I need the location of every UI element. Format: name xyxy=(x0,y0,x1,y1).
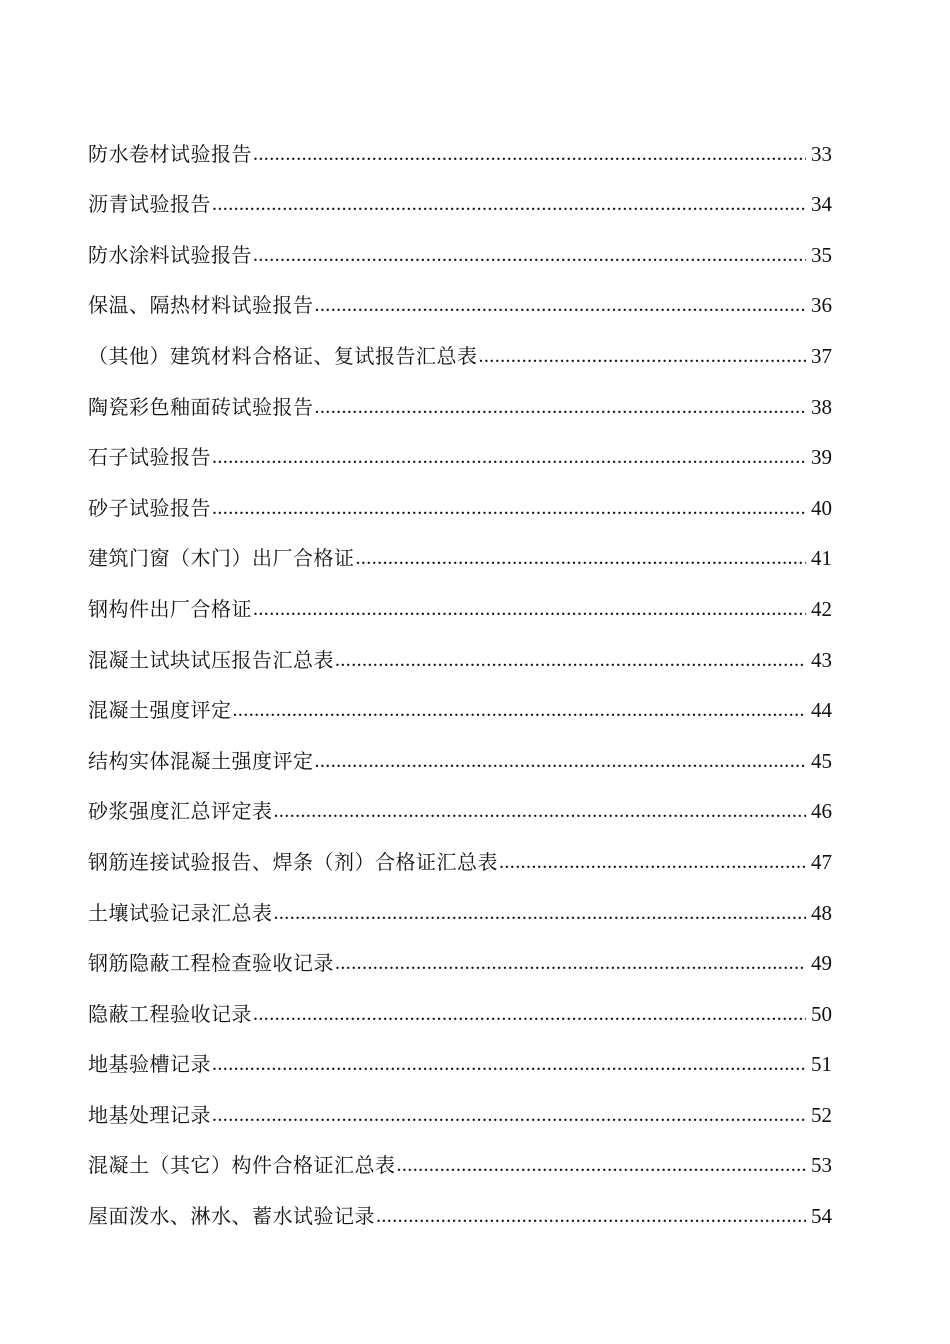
toc-entry[interactable] xyxy=(88,1034,832,1085)
toc-entry-title: 地基处理记录 xyxy=(88,1102,211,1127)
toc-page-number: 54 xyxy=(811,1204,832,1229)
toc-page-number: 39 xyxy=(811,445,832,470)
toc-entry[interactable] xyxy=(88,831,832,882)
toc-dot-leader xyxy=(274,893,807,933)
toc-page-number: 37 xyxy=(811,343,832,368)
toc-entry-title: 沥青试验报告 xyxy=(88,192,211,217)
toc-page-number: 35 xyxy=(811,242,832,267)
toc-dot-leader xyxy=(212,1095,806,1135)
toc-dot-leader xyxy=(479,336,807,376)
toc-page-number: 52 xyxy=(811,1102,832,1127)
toc-entry-title: 防水卷材试验报告 xyxy=(88,141,252,166)
toc-entry[interactable] xyxy=(88,730,832,781)
toc-entry[interactable] xyxy=(88,477,832,528)
toc-entry[interactable] xyxy=(88,781,832,832)
toc-dot-leader xyxy=(253,134,806,174)
toc-page-number: 53 xyxy=(811,1153,832,1178)
toc-page-number: 49 xyxy=(811,951,832,976)
toc-entry-title: 混凝土（其它）构件合格证汇总表 xyxy=(88,1153,396,1178)
toc-dot-leader xyxy=(233,690,807,730)
toc-page-number: 42 xyxy=(811,596,832,621)
toc-entry[interactable] xyxy=(88,1185,832,1236)
toc-page-number: 41 xyxy=(811,546,832,571)
toc-dot-leader xyxy=(212,1044,806,1084)
toc-dot-leader xyxy=(356,538,807,578)
toc-entry-title: 建筑门窗（木门）出厂合格证 xyxy=(88,546,355,571)
toc-entry[interactable] xyxy=(88,224,832,275)
toc-entry[interactable] xyxy=(88,983,832,1034)
toc-page-number: 46 xyxy=(811,799,832,824)
toc-page-number: 48 xyxy=(811,900,832,925)
toc-dot-leader xyxy=(253,994,806,1034)
toc-entry[interactable] xyxy=(88,528,832,579)
toc-page-number: 34 xyxy=(811,192,832,217)
toc-entry-title: 保温、隔热材料试验报告 xyxy=(88,293,314,318)
table-of-contents xyxy=(88,123,832,1236)
toc-dot-leader xyxy=(274,791,807,831)
toc-entry[interactable] xyxy=(88,275,832,326)
toc-entry[interactable] xyxy=(88,1084,832,1135)
toc-dot-leader xyxy=(315,741,807,781)
toc-page-number: 36 xyxy=(811,293,832,318)
toc-page-number: 38 xyxy=(811,394,832,419)
toc-page-number: 45 xyxy=(811,748,832,773)
toc-entry-title: 结构实体混凝土强度评定 xyxy=(88,748,314,773)
toc-dot-leader xyxy=(315,285,807,325)
toc-dot-leader xyxy=(212,437,806,477)
toc-entry[interactable] xyxy=(88,1135,832,1186)
toc-entry-title: 混凝土强度评定 xyxy=(88,698,232,723)
toc-page-number: 40 xyxy=(811,495,832,520)
toc-dot-leader xyxy=(212,488,806,528)
toc-page-number: 47 xyxy=(811,849,832,874)
toc-entry-title: 防水涂料试验报告 xyxy=(88,242,252,267)
toc-entry-title: 钢筋隐蔽工程检查验收记录 xyxy=(88,951,334,976)
toc-entry-title: 土壤试验记录汇总表 xyxy=(88,900,273,925)
toc-entry[interactable] xyxy=(88,629,832,680)
toc-entry-title: 隐蔽工程验收记录 xyxy=(88,1001,252,1026)
toc-entry-title: 石子试验报告 xyxy=(88,445,211,470)
toc-dot-leader xyxy=(376,1196,806,1236)
toc-dot-leader xyxy=(253,235,806,275)
toc-entry[interactable] xyxy=(88,882,832,933)
toc-page-number: 50 xyxy=(811,1001,832,1026)
toc-dot-leader xyxy=(315,387,807,427)
toc-dot-leader xyxy=(397,1145,807,1185)
toc-dot-leader xyxy=(335,943,806,983)
toc-entry[interactable] xyxy=(88,578,832,629)
toc-entry[interactable] xyxy=(88,174,832,225)
toc-entry[interactable] xyxy=(88,325,832,376)
toc-page-number: 33 xyxy=(811,141,832,166)
toc-entry[interactable] xyxy=(88,376,832,427)
toc-entry-title: 混凝土试块试压报告汇总表 xyxy=(88,647,334,672)
toc-entry-title: （其他）建筑材料合格证、复试报告汇总表 xyxy=(88,343,478,368)
toc-entry[interactable] xyxy=(88,123,832,174)
toc-entry[interactable] xyxy=(88,427,832,478)
toc-entry-title: 钢构件出厂合格证 xyxy=(88,596,252,621)
toc-dot-leader xyxy=(253,589,806,629)
toc-page-number: 51 xyxy=(811,1052,832,1077)
toc-page-number: 43 xyxy=(811,647,832,672)
toc-entry-title: 砂子试验报告 xyxy=(88,495,211,520)
toc-dot-leader xyxy=(499,842,806,882)
toc-entry[interactable] xyxy=(88,680,832,731)
toc-page-number: 44 xyxy=(811,698,832,723)
toc-entry[interactable] xyxy=(88,933,832,984)
toc-entry-title: 砂浆强度汇总评定表 xyxy=(88,799,273,824)
toc-dot-leader xyxy=(335,640,806,680)
toc-entry-title: 地基验槽记录 xyxy=(88,1052,211,1077)
toc-entry-title: 钢筋连接试验报告、焊条（剂）合格证汇总表 xyxy=(88,849,498,874)
toc-dot-leader xyxy=(212,184,806,224)
toc-entry-title: 陶瓷彩色釉面砖试验报告 xyxy=(88,394,314,419)
toc-entry-title: 屋面泼水、淋水、蓄水试验记录 xyxy=(88,1204,375,1229)
